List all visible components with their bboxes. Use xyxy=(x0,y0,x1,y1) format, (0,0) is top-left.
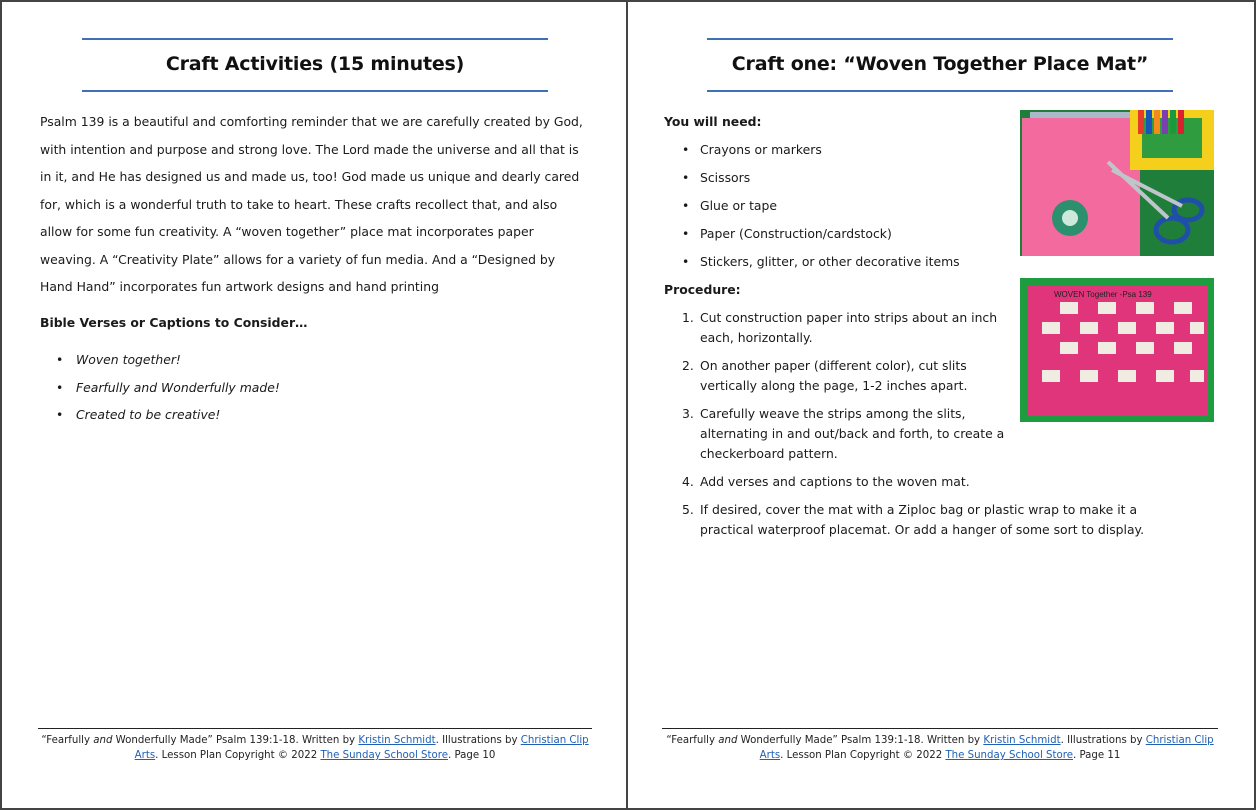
procedure-heading: Procedure: xyxy=(664,282,741,297)
verses-subhead: Bible Verses or Captions to Consider… xyxy=(40,314,308,330)
step-text: Carefully weave the strips among the slits, alternating in and out/back and forth, to create a checkerboard pattern. xyxy=(700,406,1005,461)
step-text: Add verses and captions to the woven mat. xyxy=(700,474,970,489)
title-block xyxy=(82,38,548,92)
step-number: 1. xyxy=(682,310,694,325)
page-number: . Page 11 xyxy=(1072,750,1121,761)
list-item xyxy=(664,356,1014,396)
list-item: • Scissors xyxy=(664,164,1014,192)
list-item: • Woven together! xyxy=(40,346,585,374)
footer-text: . Illustrations by xyxy=(435,735,521,746)
page-title: Craft Activities (15 minutes) xyxy=(165,53,465,75)
list-item: • Crayons or markers xyxy=(664,136,1014,164)
footer-text: and xyxy=(718,735,738,746)
woven-mat-photo xyxy=(1020,278,1214,422)
store-link[interactable]: The Sunday School Store xyxy=(945,750,1073,761)
step-text: Cut construction paper into strips about an inch each, horizontally. xyxy=(700,310,998,345)
footer-text: Wonderfully Made” Psalm 139:1-18. Written by xyxy=(112,735,359,746)
page-title: Craft one: “Woven Together Place Mat” xyxy=(731,53,1149,75)
needs-heading: You will need: xyxy=(664,114,762,129)
page-footer xyxy=(38,728,592,763)
step-text: On another paper (different color), cut slits vertically along the page, 1-2 inches apart. xyxy=(700,358,968,393)
footer-text: . Lesson Plan Copyright © 2022 xyxy=(780,750,946,761)
footer-text: Wonderfully Made” Psalm 139:1-18. Written by xyxy=(737,735,984,746)
list-item: • Fearfully and Wonderfully made! xyxy=(40,374,585,402)
list-item xyxy=(664,472,1184,492)
step-text: If desired, cover the mat with a Ziploc bag or plastic wrap to make it a practical waterproof placemat. Or add a hanger of some sort to display. xyxy=(700,502,1145,537)
footer-text: . Lesson Plan Copyright © 2022 xyxy=(155,750,321,761)
list-item: • Stickers, glitter, or other decorative items xyxy=(664,248,1014,276)
footer-text: “Fearfully xyxy=(41,735,94,746)
store-link[interactable]: The Sunday School Store xyxy=(320,750,448,761)
intro-paragraph: Psalm 139 is a beautiful and comforting reminder that we are carefully created by God, with intention and purpose and strong love. The Lord made the universe and all that is in it, and He has designed us and made us, too! God made us unique and dearly cared for, which is a wonderful truth to take to heart. These crafts recollect that, and also allow for some fun creativity. A “woven together” place mat incorporates paper weaving. A “Creativity Plate” allows for a variety of fun media. And a “Designed by Hand Hand” incorporates fun artwork designs and hand printing xyxy=(40,114,583,294)
list-item xyxy=(664,308,1014,348)
page-number: . Page 10 xyxy=(447,750,496,761)
body-content xyxy=(40,108,585,429)
list-item xyxy=(664,404,1014,464)
author-link[interactable]: Kristin Schmidt xyxy=(358,735,436,746)
woven-mat-illustration xyxy=(1020,278,1214,422)
page-footer xyxy=(662,728,1218,763)
list-item: • Paper (Construction/cardstock) xyxy=(664,220,1014,248)
step-number: 3. xyxy=(682,406,694,421)
procedure-steps xyxy=(664,308,1145,540)
footer-text: “Fearfully xyxy=(666,735,719,746)
step-number: 5. xyxy=(682,502,694,517)
list-item: • Glue or tape xyxy=(664,192,1014,220)
footer-text: . Illustrations by xyxy=(1060,735,1146,746)
list-item xyxy=(664,500,1184,540)
list-item: • Created to be creative! xyxy=(40,401,585,429)
illustrations-link[interactable]: Christian Clip Arts xyxy=(134,735,589,761)
title-rule-bottom xyxy=(707,90,1173,92)
page-11 xyxy=(628,2,1254,808)
title-block xyxy=(707,38,1173,92)
supplies-list xyxy=(664,136,1014,276)
step-number: 4. xyxy=(682,474,694,489)
verses-list xyxy=(40,346,585,429)
footer-text: and xyxy=(93,735,113,746)
mat-caption: WOVEN Together -Psa 139 xyxy=(1054,290,1152,299)
step-number: 2. xyxy=(682,358,694,373)
page-10 xyxy=(2,2,626,808)
author-link[interactable]: Kristin Schmidt xyxy=(983,735,1061,746)
supplies-illustration xyxy=(1020,110,1214,256)
illustrations-link[interactable]: Christian Clip Arts xyxy=(759,735,1214,761)
title-rule-bottom xyxy=(82,90,548,92)
supplies-photo xyxy=(1020,110,1214,256)
